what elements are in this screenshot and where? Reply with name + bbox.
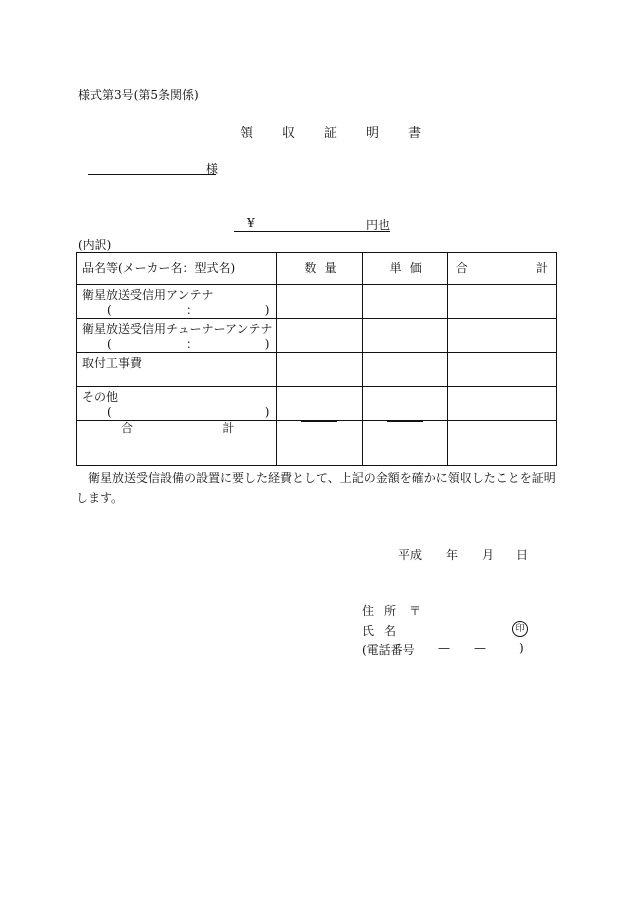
paren-close: ): [264, 337, 270, 351]
total-quantity-cell: [277, 421, 362, 466]
table-row: [77, 353, 557, 387]
table-row: [77, 285, 557, 319]
grand-total-cell[interactable]: [447, 421, 556, 466]
document-title: [240, 122, 450, 141]
amount-suffix: 円也: [366, 218, 391, 232]
seal-stamp-icon: 印: [512, 621, 528, 637]
paren-open: (: [107, 337, 112, 351]
date-era: 平成: [398, 548, 423, 562]
table-row: [77, 319, 557, 353]
date-year[interactable]: 年: [446, 548, 459, 562]
header-quantity: [277, 253, 362, 285]
unit-price-cell[interactable]: [362, 353, 447, 387]
recipient-suffix: 様: [206, 162, 219, 176]
total-cell[interactable]: [447, 319, 556, 353]
item-name: 衛星放送受信用チューナーアンテナ: [82, 322, 273, 336]
table-row: [77, 387, 557, 421]
header-item: 品名等(メーカー名：型式名): [77, 253, 277, 285]
total-unit-price-cell: [362, 421, 447, 466]
item-cell[interactable]: [77, 387, 277, 421]
name-label: 氏名: [362, 624, 407, 638]
title-char: 明: [366, 126, 381, 141]
title-char: 書: [408, 126, 423, 141]
quantity-cell[interactable]: [277, 353, 362, 387]
recipient-name-line[interactable]: [88, 173, 216, 175]
maker-model-separator: ：: [186, 337, 199, 351]
total-cell[interactable]: [447, 353, 556, 387]
not-applicable-dash: [301, 421, 337, 422]
header-total: [447, 253, 556, 285]
title-char: 領: [240, 126, 255, 141]
total-label-char: 計: [222, 421, 235, 435]
item-cell[interactable]: [77, 353, 277, 387]
paren-close: ): [264, 303, 270, 317]
header-total-char: 合: [455, 261, 468, 275]
paren-open: (: [107, 405, 112, 419]
total-label: [77, 421, 277, 466]
item-cell[interactable]: [77, 285, 277, 319]
form-number: 様式第3号(第5条関係): [78, 88, 199, 102]
quantity-cell[interactable]: [277, 319, 362, 353]
not-applicable-dash: [387, 421, 423, 422]
header-price-char: 単: [389, 261, 402, 275]
header-unit-price: [362, 253, 447, 285]
header-quantity-char: 数: [304, 261, 317, 275]
total-label-char: 合: [121, 421, 134, 435]
unit-price-cell[interactable]: [362, 285, 447, 319]
table-header-row: [77, 253, 557, 285]
date-day[interactable]: 日: [516, 548, 529, 562]
phone-separator: —: [438, 641, 450, 655]
address-label: 住所: [362, 604, 407, 618]
item-name: 取付工事費: [82, 356, 143, 370]
date-month[interactable]: 月: [482, 548, 495, 562]
total-row: [77, 421, 557, 466]
postal-mark-icon: 〒: [409, 604, 422, 618]
header-price-char: 価: [409, 261, 422, 275]
paren-close: ): [264, 405, 270, 419]
breakdown-label: (内訳): [78, 238, 112, 252]
items-table: [76, 252, 557, 466]
header-quantity-char: 量: [324, 261, 337, 275]
paren-open: (: [107, 303, 112, 317]
title-char: 収: [282, 126, 297, 141]
phone-separator: —: [474, 641, 486, 655]
unit-price-cell[interactable]: [362, 387, 447, 421]
maker-model-separator: ：: [186, 303, 199, 317]
amount-yen-sign: ¥: [247, 216, 255, 230]
phone-paren-close: ): [519, 641, 524, 655]
total-cell[interactable]: [447, 387, 556, 421]
phone-label: (電話番号: [362, 643, 415, 657]
unit-price-cell[interactable]: [362, 319, 447, 353]
quantity-cell[interactable]: [277, 285, 362, 319]
title-char: 証: [324, 126, 339, 141]
item-name: その他: [82, 390, 119, 404]
total-cell[interactable]: [447, 285, 556, 319]
certification-statement: 衛星放送受信設備の設置に要した経費として、上記の金額を確かに領収したことを証明します。: [76, 471, 556, 505]
header-total-char: 計: [535, 261, 548, 275]
item-name: 衛星放送受信用アンテナ: [82, 288, 214, 302]
item-cell[interactable]: [77, 319, 277, 353]
quantity-cell[interactable]: [277, 387, 362, 421]
